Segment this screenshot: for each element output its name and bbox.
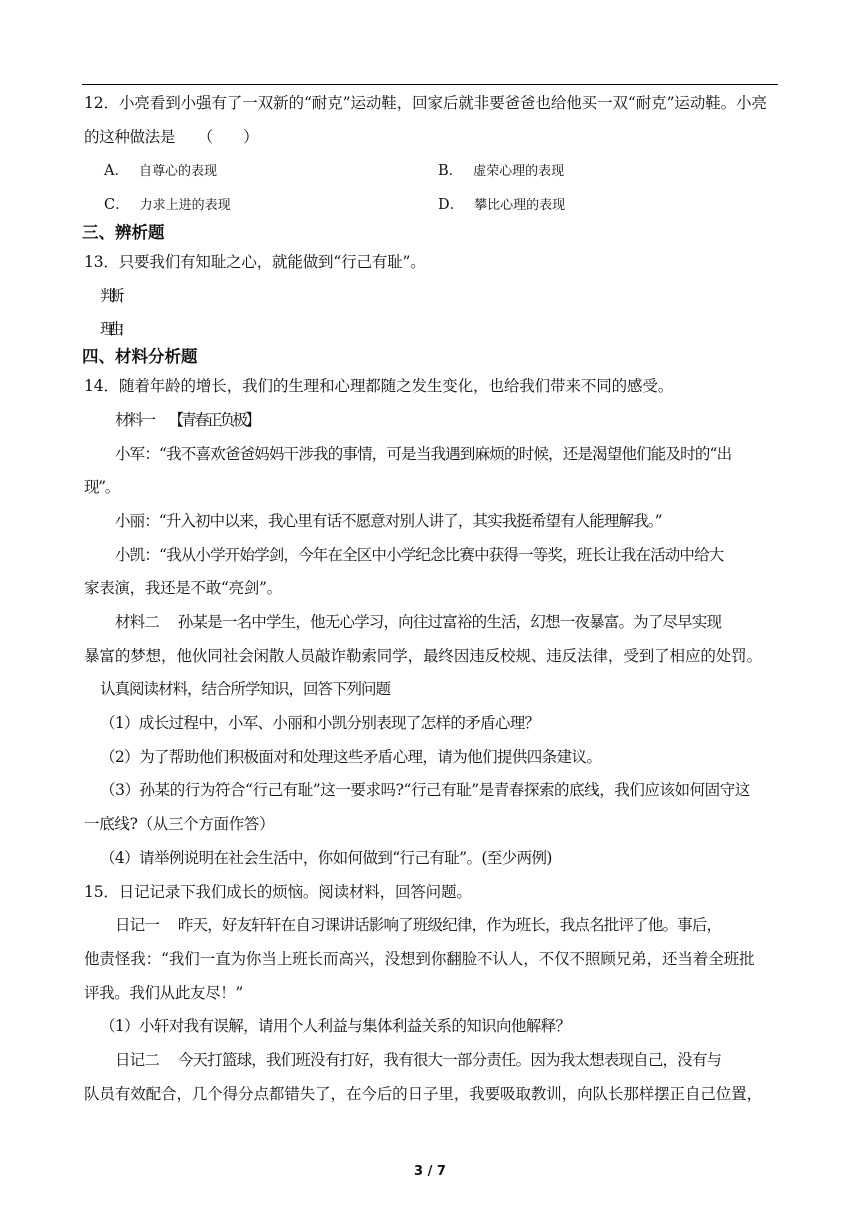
q15-diary1-line2: 他责怪我：“我们一直为你当上班长而高兴，没想到你翻脸不认人，不仅不照顾兄弟，还当着全班批 [84,950,755,968]
q15-diary2-line2: 队员有效配合，几个得分点都错失了，在今后的日子里，我要吸取教训，向队长那样摆正自己位置， [84,1085,763,1103]
q14-sub4: （4）请举例说明在社会生活中，你如何做到“行己有耻”。(至少两例) [100,849,552,867]
q14-xiaojun-line2: 现”。 [84,478,119,496]
q12-option-b [438,161,564,182]
page-number: 3 / 7 [414,1164,446,1179]
q14-xiaoli: 小丽：“升入初中以来，我心里有话不愿意对别人讲了，其实我挺希望有人能理解我。” [115,512,662,530]
q14-xiaojun-line1: 小军：“我不喜欢爸爸妈妈干涉我的事情，可是当我遇到麻烦的时候，还是渴望他们能及时的“出 [115,445,732,463]
q14-sub3-line1: （3）孙某的行为符合“行己有耻”这一要求吗?“行己有耻”是青春探索的底线，我们应该如何固守这 [100,781,750,799]
q15-diary1-line1: 日记一 昨天，好友轩轩在自习课讲话影响了班级纪律，作为班长，我点名批评了他。事后， [115,916,722,934]
q13-reason: 理由： [100,320,127,338]
option-text: 自尊心的表现 [138,164,217,179]
q15-diary1-line3: 评我。我们从此友尽！” [84,984,243,1002]
q15-diary2-line1: 日记二 今天打篮球，我们班没有打好，我有很大一部分责任。因为我太想表现自己，没有与 [115,1051,722,1069]
q12-option-c [104,195,231,216]
q14-sub1: （1）成长过程中，小军、小丽和小凯分别表现了怎样的矛盾心理？ [100,714,540,732]
section-heading-3: 三、辨析题 [82,223,165,242]
q14-intro: 14．随着年龄的增长，我们的生理和心理都随之发生变化，也给我们带来不同的感受。 [84,377,674,395]
q14-xiaokai-line2: 家表演，我还是不敢“亮剑”。 [84,579,282,597]
option-text: 攀比心理的表现 [474,198,566,213]
option-text: 虚荣心理的表现 [473,164,565,179]
q15-intro: 15．日记记录下我们成长的烦恼。阅读材料，回答问题。 [84,883,472,901]
q12-line2: 的这种做法是 （ ） [84,128,259,146]
option-letter: D． [438,197,465,213]
q14-material2-line1: 材料二 孙某是一名中学生，他无心学习，向往过富裕的生活，幻想一夜暴富。为了尽早实现 [115,613,722,631]
q14-instruction: 认真阅读材料，结合所学知识，回答下列问题 [100,680,391,698]
q14-sub3-line2: 一底线?（从三个方面作答） [84,815,275,833]
q12-option-a [104,161,217,182]
option-letter: A． [104,163,129,179]
q14-material2-line2: 暴富的梦想，他伙同社会闲散人员敲诈勒索同学，最终因违反校规、违反法律，受到了相应的处罚。 [84,647,763,665]
q14-material1-title: 材料一 【青春正负极】 [115,411,259,429]
option-letter: B． [438,163,464,179]
q13-text: 13．只要我们有知耻之心，就能做到“行己有耻”。 [84,253,426,271]
q12-line1: 12．小亮看到小强有了一双新的“耐克”运动鞋，回家后就非要爸爸也给他买一双“耐克”运动鞋。小亮 [84,94,767,112]
q12-option-d [438,195,565,216]
header-rule [82,84,778,85]
section-heading-4: 四、材料分析题 [82,347,198,366]
option-letter: C． [104,197,130,213]
q14-xiaokai-line1: 小凯：“我从小学开始学剑，今年在全区中小学纪念比赛中获得一等奖，班长让我在活动中给大 [115,546,724,564]
option-text: 力求上进的表现 [139,198,231,213]
q15-sub1: （1）小轩对我有误解，请用个人利益与集体利益关系的知识向他解释？ [100,1017,571,1035]
q13-judge: 判断： [100,287,127,305]
q14-sub2: （2）为了帮助他们积极面对和处理这些矛盾心理，请为他们提供四条建议。 [100,748,602,766]
